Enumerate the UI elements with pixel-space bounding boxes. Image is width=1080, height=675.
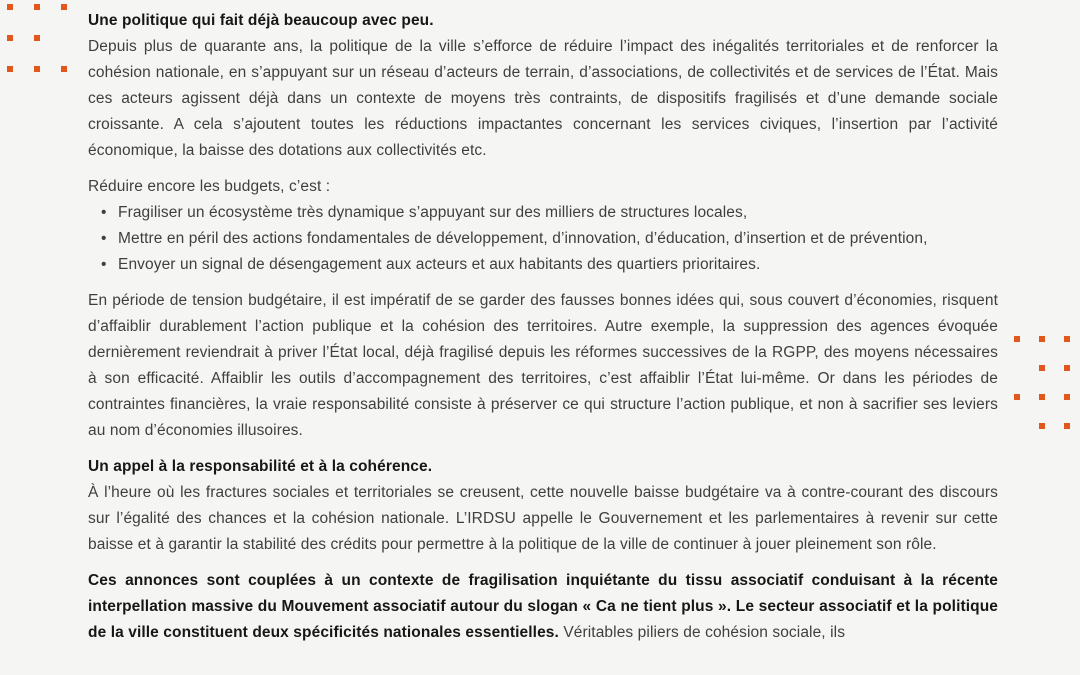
dots-decoration-right [1014, 336, 1080, 452]
square-dot-icon [34, 35, 40, 41]
square-dot-icon [1039, 365, 1045, 371]
square-dot-icon [1039, 423, 1045, 429]
budget-cuts-list [88, 200, 998, 278]
list-item: • Fragiliser un écosystème très dynamique s’appuyant sur des milliers de structures locales, [118, 200, 998, 226]
square-dot-icon [1014, 336, 1020, 342]
paragraph-appeal: À l’heure où les fractures sociales et territoriales se creusent, cette nouvelle baisse budgétaire va à contre-courant des discours sur l’égalité des chances et la cohésion nationale. L’IRDSU appelle le Gouvernement et les parlementaires à revenir sur cette baisse et à garantir la stabilité des crédits pour permettre à la politique de la ville de continuer à jouer pleinement son rôle. [88, 484, 998, 553]
list-item: • Envoyer un signal de désengagement aux acteurs et aux habitants des quartiers prioritaires. [118, 252, 998, 278]
list-item: • Mettre en péril des actions fondamentales de développement, d’innovation, d’éducation, d’insertion et de prévention, [118, 226, 998, 252]
document-body [88, 8, 998, 656]
closing-bold-text: Ces annonces sont couplées à un contexte de fragilisation inquiétante du tissu associatif conduisant à la récente interpellation massive du Mouvement associatif autour du slogan « Ca ne tient plus ». Le secteur associatif et la politique de la ville constituent deux spécificités nationales essentielles. [88, 572, 998, 641]
square-dot-icon [1064, 423, 1070, 429]
paragraph-policy: Depuis plus de quarante ans, la politique de la ville s’efforce de réduire l’impact des inégalités territoriales et de renforcer la cohésion nationale, en s’appuyant sur un réseau d’acteurs de terrain, d’associations, de collectivités et de services de l’État. Mais ces acteurs agissent déjà dans un contexte de moyens très contraints, de dispositifs fragilisés et d’une demande sociale croissante. A cela s’ajoutent toutes les réductions impactantes concernant les services civiques, l’insertion par l’activité économique, la baisse des dotations aux collectivités etc. [88, 38, 998, 159]
square-dot-icon [7, 66, 13, 72]
square-dot-icon [7, 4, 13, 10]
square-dot-icon [7, 35, 13, 41]
square-dot-icon [34, 66, 40, 72]
square-dot-icon [1014, 394, 1020, 400]
budget-list-intro: Réduire encore les budgets, c’est : [88, 178, 331, 195]
section-heading-appeal: Un appel à la responsabilité et à la cohérence. [88, 458, 433, 475]
closing-regular-text: Véritables piliers de cohésion sociale, ils [563, 624, 846, 641]
square-dot-icon [61, 4, 67, 10]
square-dot-icon [1039, 336, 1045, 342]
paragraph-closing [88, 568, 998, 646]
square-dot-icon [61, 66, 67, 72]
square-dot-icon [1039, 394, 1045, 400]
dots-decoration-top-left [7, 4, 88, 97]
section-heading-policy: Une politique qui fait déjà beaucoup avec peu. [88, 12, 434, 29]
square-dot-icon [1064, 394, 1070, 400]
square-dot-icon [1064, 365, 1070, 371]
square-dot-icon [34, 4, 40, 10]
square-dot-icon [1064, 336, 1070, 342]
paragraph-tension: En période de tension budgétaire, il est impératif de se garder des fausses bonnes idées qui, sous couvert d’économies, risquent d’affaiblir durablement l’action publique et la cohésion des territoires. Autre exemple, la suppression des agences évoquée dernièrement reviendrait à priver l’État local, déjà fragilisé depuis les réformes successives de la RGPP, des moyens nécessaires à son efficacité. Affaiblir les outils d’accompagnement des territoires, c’est affaiblir l’État lui-même. Or dans les périodes de contraintes financières, la vraie responsabilité consiste à préserver ce qui structure l’action publique, et non à sacrifier ses leviers au nom d’économies illusoires. [88, 292, 998, 439]
